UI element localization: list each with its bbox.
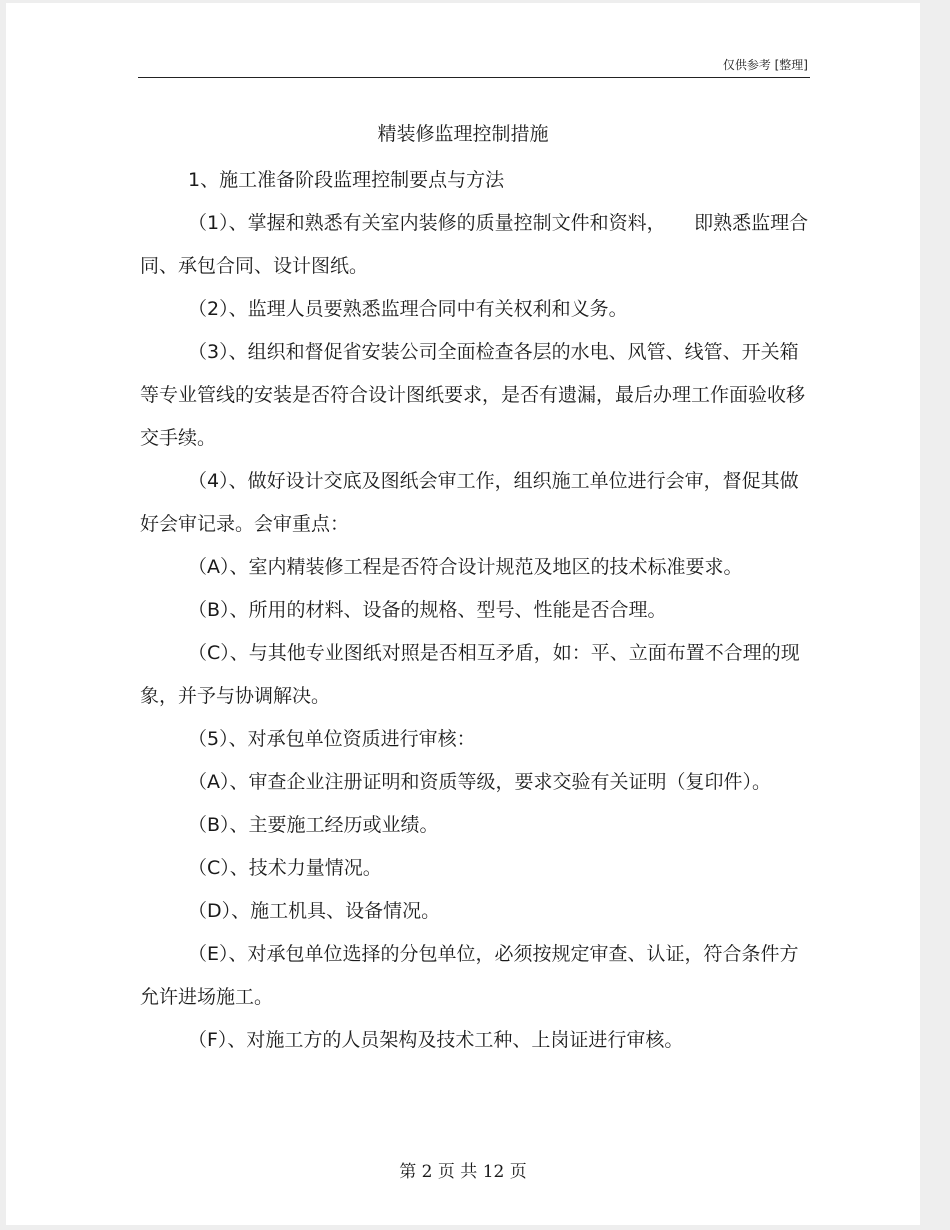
section-heading: 1、施工准备阶段监理控制要点与方法 xyxy=(188,169,505,191)
paragraph: （C）、技术力量情况。 xyxy=(188,857,382,879)
page-number-footer: 第 2 页 共 12 页 xyxy=(399,1162,527,1182)
paragraph: （A）、室内精装修工程是否符合设计规范及地区的技术标准要求。 xyxy=(188,556,743,578)
paragraph: （B）、主要施工经历或业绩。 xyxy=(188,814,439,836)
paragraph: （2）、监理人员要熟悉监理合同中有关权利和义务。 xyxy=(188,298,628,320)
header-divider xyxy=(138,77,810,78)
paragraph: （A）、审查企业注册证明和资质等级，要求交验有关证明（复印件）。 xyxy=(188,771,771,793)
paragraph: （1）、掌握和熟悉有关室内装修的质量控制文件和资料， 即熟悉监理合同、承包合同、设计图纸。 xyxy=(140,212,809,277)
paragraph: （B）、所用的材料、设备的规格、型号、性能是否合理。 xyxy=(188,599,667,621)
paragraph: （3）、组织和督促省安装公司全面检查各层的水电、风管、线管、开关箱等专业管线的安装是否符合设计图纸要求，是否有遗漏，最后办理工作面验收移交手续。 xyxy=(140,341,806,449)
paragraph: （5）、对承包单位资质进行审核： xyxy=(188,728,476,750)
paragraph: （E）、对承包单位选择的分包单位，必须按规定审查、认证，符合条件方允许进场施工。 xyxy=(140,943,799,1008)
paragraph: （C）、与其他专业图纸对照是否相互矛盾，如：平、立面布置不合理的现象，并予与协调解决。 xyxy=(140,642,800,707)
paragraph: （F）、对施工方的人员架构及技术工种、上岗证进行审核。 xyxy=(188,1029,684,1051)
paragraph: （4）、做好设计交底及图纸会审工作，组织施工单位进行会审，督促其做好会审记录。会审重点： xyxy=(140,470,799,535)
document-title: 精装修监理控制措施 xyxy=(377,123,549,145)
header-note: 仅供参考 [整理] xyxy=(722,58,808,72)
document-page xyxy=(6,3,920,1225)
document-body xyxy=(140,159,810,1062)
paragraph: （D）、施工机具、设备情况。 xyxy=(188,900,441,922)
